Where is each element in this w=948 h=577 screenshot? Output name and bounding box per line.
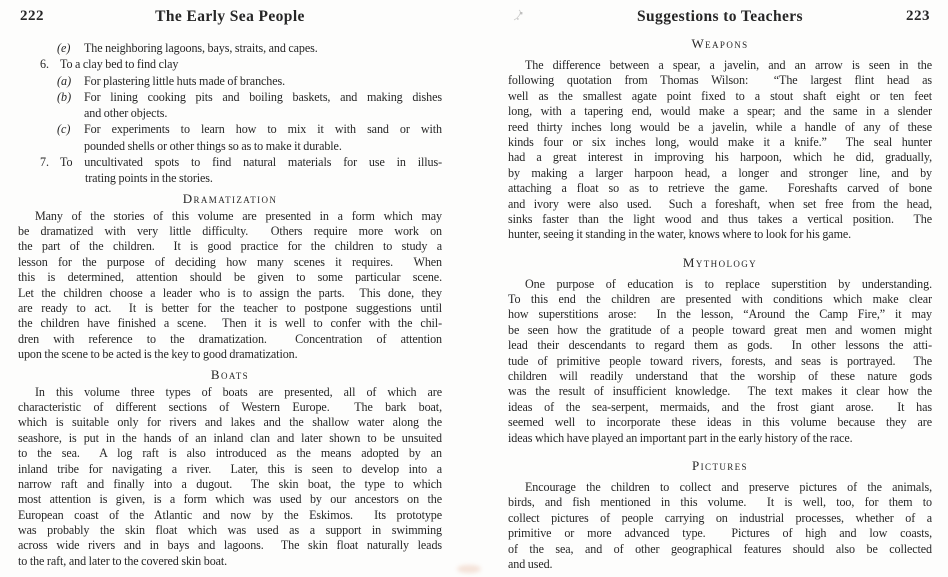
text-line: by making a larger harpoon head, a longer and stronger line, and by [508,165,932,180]
text-line: For experiments to learn how to mix it with sand or with [84,122,442,137]
text-line: To a clay bed to find clay [60,57,179,72]
list-marker: (a) [57,73,72,88]
page-right [474,0,948,577]
page-right-content [474,0,948,577]
text-line: hunter, seeing it standing in the water, knows where to look for his game. [508,227,852,242]
paragraph [508,58,932,243]
list-marker: (c) [57,122,71,137]
text-line: trating points in the stories. [85,171,213,186]
section-heading: Dramatization [182,190,278,206]
text-line: lead their descendants to regard them as gods. In other lessons the atti- [508,338,932,353]
text-line: to the raft, and later to the covered skin boat. [18,553,228,568]
text-line: the part of the children. It is good practice for the children to study a [18,239,442,254]
text-line: The difference between a spear, a javelin, and an arrow is seen in the [525,58,932,72]
text-line: lesson for the purpose of deciding how many scenes it requires. When [18,254,442,269]
outline-list [18,40,442,187]
text-line: primitive or more advanced type. Pictures of high and low coasts, [508,526,932,541]
text-line: characteristic of different sections of Western Europe. The bark boat, [18,399,442,414]
text-line: In this volume three types of boats are presented, all of which are [35,384,442,399]
page-right-blocks [508,36,932,572]
text-line: upon the scene to be acted is the key to good dramatization. [18,347,298,362]
list-marker: (b) [57,89,72,104]
list-item [18,89,442,122]
scan-smudge [457,565,481,573]
list-marker: 7. [40,155,50,170]
list-item [18,56,442,72]
section-heading: Mythology [682,254,758,270]
page-left-blocks [18,40,442,569]
text-line: across wide rivers and in bays and lagoons. The skin float naturally leads [18,538,442,553]
text-line: inland tribe for navigating a river. Later, this is seen to develop into a [18,461,442,476]
text-line: One purpose of education is to replace superstition by understanding. [525,276,932,291]
text-line: birds, and fish mentioned in this volume. It is well, too, for them to [508,495,932,510]
list-item [18,40,442,56]
text-line: and ivory were also used. Such a foreshaft, when set free from the head, [508,196,932,211]
text-line: most attention is given, is a form which was used by our ancestors on the [18,492,442,507]
text-line: collect pictures of people carrying on industrial processes, whether of a [508,510,932,525]
section-heading: Pictures [692,457,748,473]
text-line: had a great interest in improving his harpoon, which he did, gradually, [508,150,932,165]
text-line: how superstitions arose: In the lesson, “Around the Camp Fire,” it may [508,307,932,322]
paragraph [508,277,932,446]
text-line: The neighboring lagoons, bays, straits, and capes. [84,41,318,55]
text-line: kinds four or six inches long, would make it a knife.” The seal hunter [508,134,932,149]
text-line: European coast of the Atlantic and now by the Eskimos. Its prototype [18,507,442,522]
text-line: was probably the skin float which was used as a support in swimming [18,523,442,538]
text-line: be dramatized with very little difficulty. Others require more work on [18,224,442,239]
text-line: dren with reference to the dramatization. Concentration of attention [18,331,442,346]
text-line: To uncultivated spots to find natural materials for use in illus- [60,155,442,170]
text-line: pounded shells or other things so as to make it durable. [84,138,342,153]
text-line: For plastering little huts made of branches. [84,73,286,88]
stray-pen-mark [511,6,529,24]
text-line: this is determined, attention should be given to some particular scene. [18,270,442,285]
text-line: Encourage the children to collect and preserve pictures of the animals, [525,479,932,494]
paragraph [508,480,932,572]
running-title-left: The Early Sea People [155,8,305,25]
running-title-right: Suggestions to Teachers [637,8,803,25]
text-line: sinks faster than the light wood and thus takes a vertical position. The [508,211,932,226]
text-line: to the sea. A log raft is also introduced as the means adopted by an [18,446,442,461]
list-marker: (e) [57,41,71,55]
text-line: was the result of insufficient knowledge. The text makes it clear how the [508,384,932,399]
page-number-left: 222 [20,8,44,24]
list-item [18,121,442,154]
text-line: attaching a float so as to retrieve the game. Foreshafts carved of bone [508,181,932,196]
text-line: children will readily understand that the worship of these nature gods [508,369,932,384]
paragraph [18,209,442,363]
text-line: Many of the stories of this volume are presented in a form which may [35,208,442,223]
list-item [18,73,442,89]
text-line: tude of primitive people toward rivers, forests, and seas is portrayed. The [508,353,932,368]
text-line: To this end the children are presented with conditions which make clear [508,292,932,307]
text-line: seemed well to incorporate these ideas in this volume because they are [508,415,932,430]
section-heading: Weapons [691,36,749,51]
text-line: ideas of the sea-serpent, mermaids, and the frost giant arose. It has [508,399,932,414]
text-line: are ready to act. It is better for the teacher to postpone suggestions until [18,301,442,316]
text-line: following quotation from Thomas Wilson: “The largest flint head as [508,73,932,88]
list-item [18,154,442,187]
text-line: Let the children choose a leader who is to assign the parts. This done, they [18,285,442,300]
text-line: reed thirty inches long would be a javelin, while a handle of any of these [508,119,932,134]
text-line: the children have finished a scene. Then it is well to confer with the chil- [18,316,442,331]
section-heading: Boats [210,366,250,382]
text-line: ideas which have played an important part in the early history of the race. [508,430,853,445]
paragraph [18,385,442,570]
text-line: For lining cooking pits and boiling baskets, and making dishes [84,89,442,104]
text-line: long, with a tapering end, would make a spear; and the same in a slender [508,104,932,119]
text-line: narrow raft and finally into a dugout. The skin boat, the type to which [18,476,442,491]
text-line: seashore, is put in the hands of an inland clan and later shown to be unsuited [18,430,442,445]
text-line: of the sea, and of other geographical features should also be collected [508,541,932,556]
text-line: and other objects. [84,106,168,121]
text-line: well as the smallest agate point fixed to a stout shaft eight or ten feet [508,88,932,103]
text-line: be seen how the gratitude of a people toward great men and women might [508,322,932,337]
text-line: and used. [508,556,553,571]
text-line: which is suitable only for rivers and lakes and the shallow water along the [18,415,442,430]
page-number-right: 223 [906,8,930,24]
list-marker: 6. [40,57,50,72]
